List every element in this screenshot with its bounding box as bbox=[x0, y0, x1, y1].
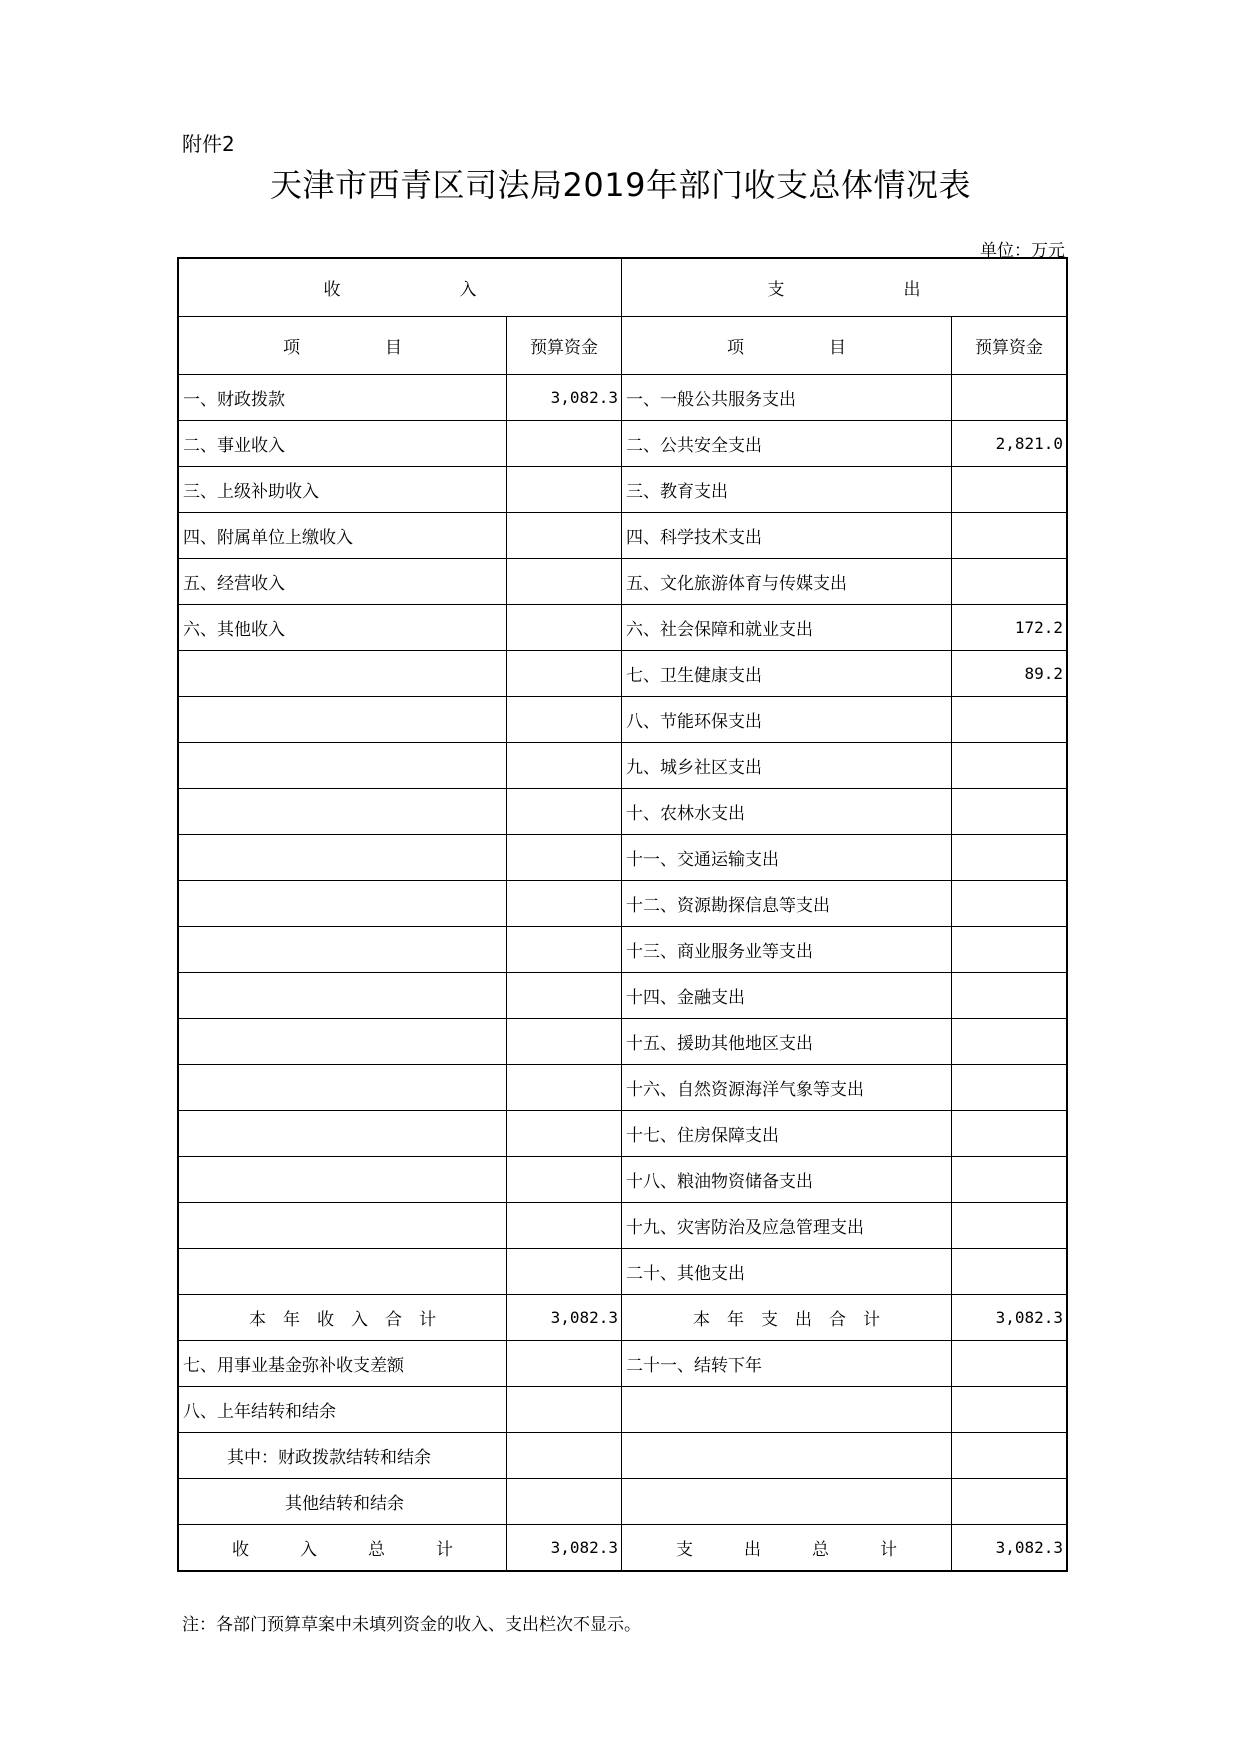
expenditure-subtotal-label: 本 年 支 出 合 计 bbox=[622, 1295, 952, 1341]
income-item-cell: 七、用事业基金弥补收支差额 bbox=[179, 1341, 507, 1387]
income-budget-header: 预算资金 bbox=[507, 317, 622, 375]
income-value-cell bbox=[507, 1157, 622, 1203]
expenditure-value-cell bbox=[952, 375, 1067, 421]
expenditure-value-cell bbox=[952, 789, 1067, 835]
expenditure-value-cell: 172.2 bbox=[952, 605, 1067, 651]
income-value-cell bbox=[507, 651, 622, 697]
table-row bbox=[179, 1387, 1067, 1433]
income-value-cell bbox=[507, 513, 622, 559]
expenditure-item-cell: 十三、商业服务业等支出 bbox=[622, 927, 952, 973]
income-item-header: 项 目 bbox=[179, 317, 507, 375]
table-row bbox=[179, 513, 1067, 559]
expenditure-value-cell: 89.2 bbox=[952, 651, 1067, 697]
table-row bbox=[179, 835, 1067, 881]
expenditure-item-cell: 十五、援助其他地区支出 bbox=[622, 1019, 952, 1065]
income-item-cell bbox=[179, 835, 507, 881]
expenditure-item-cell: 二十、其他支出 bbox=[622, 1249, 952, 1295]
income-subtotal-label: 本 年 收 入 合 计 bbox=[179, 1295, 507, 1341]
expenditure-value-cell bbox=[952, 1341, 1067, 1387]
expenditure-value-cell: 2,821.0 bbox=[952, 421, 1067, 467]
income-item-cell bbox=[179, 973, 507, 1019]
income-value-cell bbox=[507, 1203, 622, 1249]
expenditure-item-cell: 九、城乡社区支出 bbox=[622, 743, 952, 789]
income-item-cell: 一、财政拨款 bbox=[179, 375, 507, 421]
income-value-cell bbox=[507, 973, 622, 1019]
income-item-cell bbox=[179, 1065, 507, 1111]
expenditure-item-cell: 十七、住房保障支出 bbox=[622, 1111, 952, 1157]
expenditure-item-cell: 十八、粮油物资储备支出 bbox=[622, 1157, 952, 1203]
expenditure-total-value: 3,082.3 bbox=[952, 1525, 1067, 1571]
income-item-cell bbox=[179, 927, 507, 973]
income-value-cell: 3,082.3 bbox=[507, 375, 622, 421]
expenditure-value-cell bbox=[952, 1479, 1067, 1525]
table-row bbox=[179, 1479, 1067, 1525]
expenditure-item-cell bbox=[622, 1479, 952, 1525]
table-row bbox=[179, 421, 1067, 467]
income-total-label: 收 入 总 计 bbox=[179, 1525, 507, 1571]
table-row bbox=[179, 881, 1067, 927]
income-value-cell bbox=[507, 743, 622, 789]
income-value-cell bbox=[507, 1019, 622, 1065]
expenditure-item-header: 项 目 bbox=[622, 317, 952, 375]
table-row bbox=[179, 697, 1067, 743]
income-item-cell bbox=[179, 881, 507, 927]
budget-table bbox=[178, 258, 1067, 1571]
income-item-cell: 六、其他收入 bbox=[179, 605, 507, 651]
income-item-cell bbox=[179, 789, 507, 835]
table-row bbox=[179, 743, 1067, 789]
expenditure-value-cell bbox=[952, 835, 1067, 881]
expenditure-value-cell bbox=[952, 1249, 1067, 1295]
table-row bbox=[179, 927, 1067, 973]
page-title: 天津市西青区司法局2019年部门收支总体情况表 bbox=[270, 166, 971, 204]
income-item-cell: 三、上级补助收入 bbox=[179, 467, 507, 513]
expenditure-total-label: 支 出 总 计 bbox=[622, 1525, 952, 1571]
expenditure-item-cell: 二十一、结转下年 bbox=[622, 1341, 952, 1387]
expenditure-item-cell: 十一、交通运输支出 bbox=[622, 835, 952, 881]
income-item-cell bbox=[179, 697, 507, 743]
expenditure-subtotal-value: 3,082.3 bbox=[952, 1295, 1067, 1341]
income-item-cell bbox=[179, 1249, 507, 1295]
income-value-cell bbox=[507, 467, 622, 513]
expenditure-value-cell bbox=[952, 697, 1067, 743]
expenditure-item-cell: 五、文化旅游体育与传媒支出 bbox=[622, 559, 952, 605]
expenditure-item-cell: 一、一般公共服务支出 bbox=[622, 375, 952, 421]
expenditure-item-cell: 二、公共安全支出 bbox=[622, 421, 952, 467]
attachment-label: 附件2 bbox=[182, 132, 235, 156]
income-value-cell bbox=[507, 559, 622, 605]
table-row bbox=[179, 605, 1067, 651]
table-row bbox=[179, 1065, 1067, 1111]
header-row-sections bbox=[179, 259, 1067, 317]
income-item-cell: 二、事业收入 bbox=[179, 421, 507, 467]
expenditure-value-cell bbox=[952, 1065, 1067, 1111]
expenditure-item-cell: 八、节能环保支出 bbox=[622, 697, 952, 743]
income-item-cell: 其他结转和结余 bbox=[179, 1479, 507, 1525]
table-row bbox=[179, 789, 1067, 835]
table-row bbox=[179, 1341, 1067, 1387]
expenditure-value-cell bbox=[952, 467, 1067, 513]
income-value-cell bbox=[507, 835, 622, 881]
income-item-cell bbox=[179, 1019, 507, 1065]
income-item-cell: 其中：财政拨款结转和结余 bbox=[179, 1433, 507, 1479]
table-row bbox=[179, 651, 1067, 697]
expenditure-item-cell: 三、教育支出 bbox=[622, 467, 952, 513]
table-row bbox=[179, 1111, 1067, 1157]
table-row bbox=[179, 375, 1067, 421]
unit-label: 单位：万元 bbox=[980, 241, 1065, 261]
income-subtotal-value: 3,082.3 bbox=[507, 1295, 622, 1341]
income-value-cell bbox=[507, 1479, 622, 1525]
income-value-cell bbox=[507, 927, 622, 973]
expenditure-item-cell: 七、卫生健康支出 bbox=[622, 651, 952, 697]
expenditure-value-cell bbox=[952, 1433, 1067, 1479]
income-item-cell: 八、上年结转和结余 bbox=[179, 1387, 507, 1433]
table-row bbox=[179, 973, 1067, 1019]
expenditure-value-cell bbox=[952, 927, 1067, 973]
income-item-cell bbox=[179, 743, 507, 789]
expenditure-section-header: 支 出 bbox=[622, 259, 1067, 317]
table-row bbox=[179, 1433, 1067, 1479]
expenditure-value-cell bbox=[952, 743, 1067, 789]
footnote: 注：各部门预算草案中未填列资金的收入、支出栏次不显示。 bbox=[182, 1615, 641, 1635]
expenditure-budget-header: 预算资金 bbox=[952, 317, 1067, 375]
income-value-cell bbox=[507, 789, 622, 835]
expenditure-item-cell: 十六、自然资源海洋气象等支出 bbox=[622, 1065, 952, 1111]
income-value-cell bbox=[507, 881, 622, 927]
expenditure-value-cell bbox=[952, 1111, 1067, 1157]
total-row bbox=[179, 1525, 1067, 1571]
income-value-cell bbox=[507, 1387, 622, 1433]
expenditure-item-cell bbox=[622, 1387, 952, 1433]
expenditure-item-cell: 十二、资源勘探信息等支出 bbox=[622, 881, 952, 927]
income-value-cell bbox=[507, 1065, 622, 1111]
expenditure-item-cell bbox=[622, 1433, 952, 1479]
expenditure-value-cell bbox=[952, 1019, 1067, 1065]
expenditure-item-cell: 四、科学技术支出 bbox=[622, 513, 952, 559]
income-item-cell: 四、附属单位上缴收入 bbox=[179, 513, 507, 559]
expenditure-item-cell: 六、社会保障和就业支出 bbox=[622, 605, 952, 651]
expenditure-value-cell bbox=[952, 1387, 1067, 1433]
expenditure-item-cell: 十四、金融支出 bbox=[622, 973, 952, 1019]
income-value-cell bbox=[507, 421, 622, 467]
table-row bbox=[179, 1203, 1067, 1249]
income-value-cell bbox=[507, 697, 622, 743]
expenditure-value-cell bbox=[952, 881, 1067, 927]
table-row bbox=[179, 1249, 1067, 1295]
expenditure-value-cell bbox=[952, 513, 1067, 559]
table-row bbox=[179, 467, 1067, 513]
income-value-cell bbox=[507, 1341, 622, 1387]
expenditure-item-cell: 十九、灾害防治及应急管理支出 bbox=[622, 1203, 952, 1249]
header-row-columns bbox=[179, 317, 1067, 375]
income-value-cell bbox=[507, 1111, 622, 1157]
expenditure-value-cell bbox=[952, 559, 1067, 605]
income-value-cell bbox=[507, 605, 622, 651]
income-item-cell bbox=[179, 1111, 507, 1157]
expenditure-value-cell bbox=[952, 973, 1067, 1019]
income-section-header: 收 入 bbox=[179, 259, 622, 317]
income-item-cell bbox=[179, 1203, 507, 1249]
income-item-cell bbox=[179, 651, 507, 697]
table-row bbox=[179, 1019, 1067, 1065]
expenditure-value-cell bbox=[952, 1157, 1067, 1203]
income-value-cell bbox=[507, 1249, 622, 1295]
expenditure-value-cell bbox=[952, 1203, 1067, 1249]
income-value-cell bbox=[507, 1433, 622, 1479]
income-item-cell: 五、经营收入 bbox=[179, 559, 507, 605]
subtotal-row bbox=[179, 1295, 1067, 1341]
income-item-cell bbox=[179, 1157, 507, 1203]
table-row bbox=[179, 1157, 1067, 1203]
expenditure-item-cell: 十、农林水支出 bbox=[622, 789, 952, 835]
table-row bbox=[179, 559, 1067, 605]
income-total-value: 3,082.3 bbox=[507, 1525, 622, 1571]
